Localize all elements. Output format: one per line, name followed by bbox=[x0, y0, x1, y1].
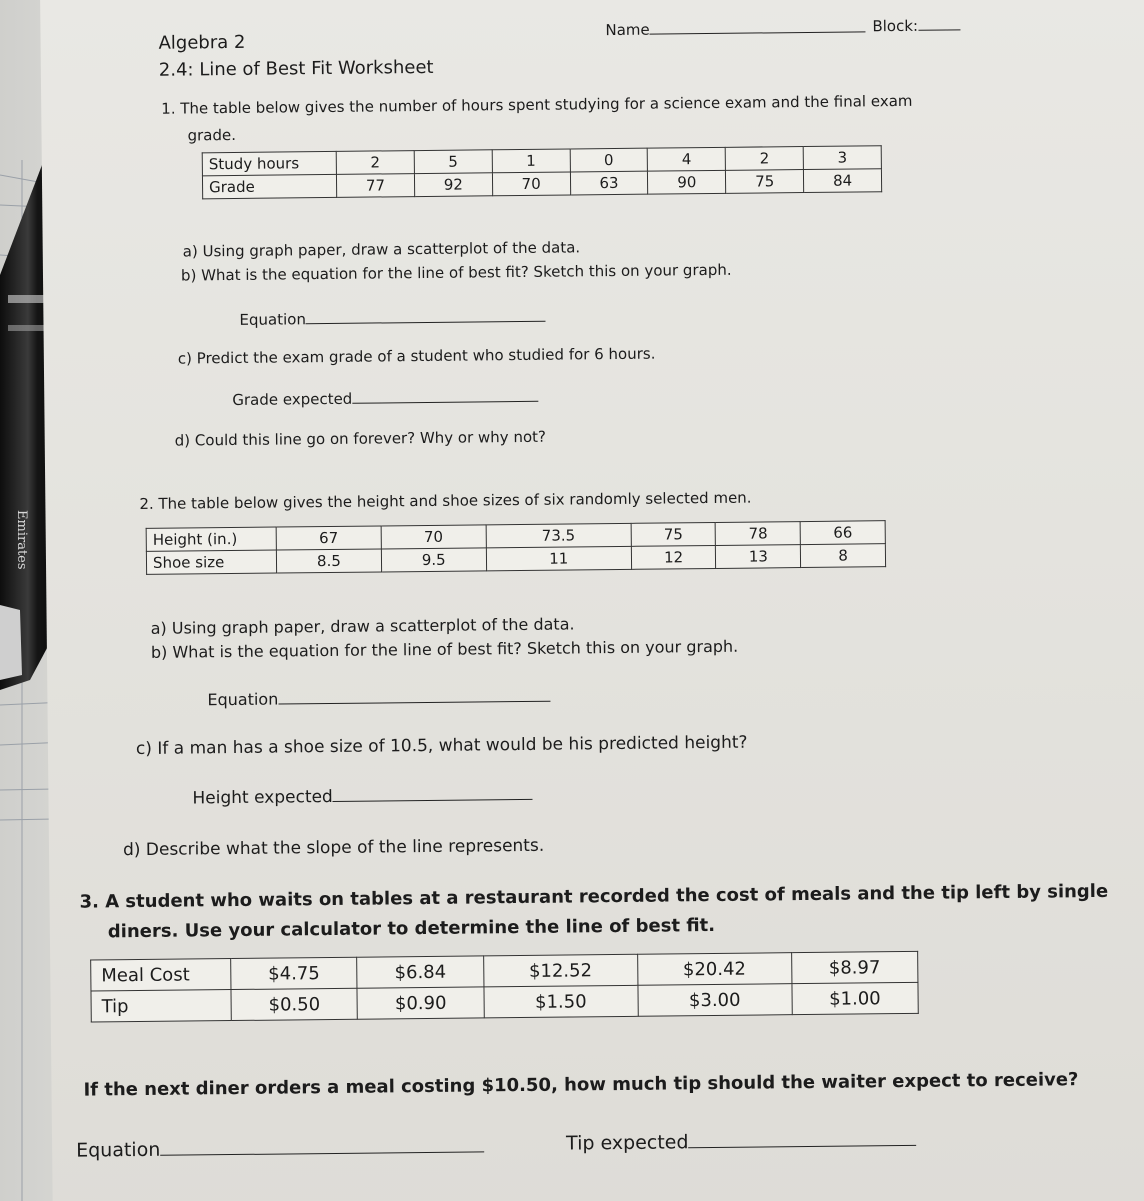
pen-brand-text: Emirates bbox=[14, 510, 29, 570]
q1-grade-expected-field bbox=[232, 387, 538, 409]
q3-meal-cost-cell: $12.52 bbox=[483, 954, 637, 987]
q1-row-label-study-hours: Study hours bbox=[202, 151, 336, 175]
q3-table bbox=[90, 951, 919, 1023]
q1-equation-blank[interactable] bbox=[306, 307, 546, 325]
q2-equation-label: Equation bbox=[207, 689, 279, 710]
q2-row-label-shoe-size: Shoe size bbox=[146, 550, 276, 574]
q3-row-label-meal-cost: Meal Cost bbox=[91, 959, 231, 991]
q1-part-d: d) Could this line go on forever? Why or why not? bbox=[174, 427, 547, 450]
q3-tip-cell: $0.50 bbox=[231, 988, 358, 1020]
q1-hours-cell: 3 bbox=[803, 146, 881, 170]
q3-meal-cost-cell: $20.42 bbox=[637, 953, 791, 986]
q2-equation-blank[interactable] bbox=[278, 687, 550, 705]
q2-height-cell: 67 bbox=[276, 526, 381, 550]
name-field bbox=[605, 17, 865, 39]
q2-height-expected-field bbox=[192, 785, 533, 809]
q3-tip-expected-blank[interactable] bbox=[688, 1131, 916, 1148]
q1-hours-cell: 0 bbox=[570, 148, 648, 172]
q3-question: If the next diner orders a meal costing $10.50, how much tip should the waiter expect to receive? bbox=[83, 1069, 1079, 1101]
q3-tip-cell: $3.00 bbox=[638, 984, 792, 1017]
q1-grade-cell: 77 bbox=[336, 174, 414, 198]
q2-shoe-cell: 13 bbox=[716, 545, 801, 569]
block-field bbox=[872, 15, 960, 35]
q3-equation-blank[interactable] bbox=[160, 1137, 484, 1155]
q2-prompt: 2. The table below gives the height and shoe sizes of six randomly selected men. bbox=[139, 488, 752, 513]
q1-row-label-grade: Grade bbox=[202, 174, 336, 198]
q2-shoe-cell: 9.5 bbox=[381, 548, 486, 572]
q1-grade-cell: 70 bbox=[492, 172, 570, 196]
q3-meal-cost-cell: $6.84 bbox=[357, 956, 484, 988]
q2-height-cell: 75 bbox=[631, 522, 716, 546]
q2-height-cell: 73.5 bbox=[486, 523, 631, 548]
worksheet-page bbox=[40, 0, 1144, 1201]
q1-grade-cell: 90 bbox=[648, 170, 726, 194]
q3-equation-label: Equation bbox=[76, 1138, 161, 1162]
q2-shoe-cell: 12 bbox=[631, 545, 716, 569]
q3-row-label-tip: Tip bbox=[91, 990, 231, 1022]
q1-part-c: c) Predict the exam grade of a student who studied for 6 hours. bbox=[177, 344, 656, 368]
q2-height-expected-blank[interactable] bbox=[333, 785, 533, 802]
q2-part-a: a) Using graph paper, draw a scatterplot of the data. bbox=[150, 614, 575, 638]
q2-equation-field bbox=[207, 687, 550, 710]
q2-row-label-height: Height (in.) bbox=[146, 527, 276, 551]
course-title: Algebra 2 bbox=[158, 31, 246, 54]
q1-part-a: a) Using graph paper, draw a scatterplot of the data. bbox=[182, 238, 581, 261]
q2-height-cell: 78 bbox=[716, 522, 801, 546]
q3-tip-cell: $1.50 bbox=[484, 985, 638, 1018]
q1-grade-cell: 75 bbox=[726, 170, 804, 194]
q3-tip-cell: $1.00 bbox=[792, 982, 919, 1014]
q1-prompt-line2: grade. bbox=[187, 125, 237, 145]
q3-equation-field bbox=[76, 1135, 484, 1161]
q1-grade-cell: 92 bbox=[414, 173, 492, 197]
q2-shoe-cell: 11 bbox=[486, 546, 631, 571]
q3-prompt-line1: 3. A student who waits on tables at a restaurant recorded the cost of meals and the tip left by single bbox=[79, 880, 1109, 913]
q1-table bbox=[202, 145, 882, 199]
q3-tip-expected-label: Tip expected bbox=[565, 1131, 689, 1155]
q1-grade-cell: 63 bbox=[570, 171, 648, 195]
name-blank[interactable] bbox=[650, 17, 866, 34]
block-blank[interactable] bbox=[918, 15, 960, 30]
q3-tip-expected-field bbox=[566, 1129, 917, 1155]
q1-hours-cell: 5 bbox=[414, 150, 492, 174]
q2-part-d: d) Describe what the slope of the line represents. bbox=[122, 835, 545, 861]
q1-hours-cell: 1 bbox=[492, 149, 570, 173]
q1-grade-expected-label: Grade expected bbox=[232, 389, 353, 410]
q2-height-cell: 66 bbox=[800, 521, 885, 545]
q3-meal-cost-cell: $8.97 bbox=[791, 951, 918, 983]
q1-grade-expected-blank[interactable] bbox=[352, 387, 538, 404]
q1-hours-cell: 4 bbox=[648, 147, 726, 171]
q2-height-expected-label: Height expected bbox=[192, 786, 333, 809]
name-label: Name bbox=[605, 20, 650, 40]
q3-meal-cost-cell: $4.75 bbox=[231, 957, 358, 989]
q2-shoe-cell: 8 bbox=[801, 544, 886, 568]
q1-part-b: b) What is the equation for the line of best fit? Sketch this on your graph. bbox=[180, 260, 732, 285]
block-label: Block: bbox=[872, 16, 919, 36]
q2-part-c: c) If a man has a shoe size of 10.5, what would be his predicted height? bbox=[135, 732, 748, 760]
q1-hours-cell: 2 bbox=[725, 147, 803, 171]
q2-table bbox=[146, 520, 886, 575]
q3-prompt-line2: diners. Use your calculator to determine the line of best fit. bbox=[107, 914, 716, 943]
q2-shoe-cell: 8.5 bbox=[276, 549, 381, 573]
q1-equation-field bbox=[239, 307, 546, 329]
q3-tip-cell: $0.90 bbox=[357, 987, 484, 1019]
q2-part-b: b) What is the equation for the line of best fit? Sketch this on your graph. bbox=[150, 636, 739, 662]
q1-equation-label: Equation bbox=[239, 310, 306, 329]
q1-hours-cell: 2 bbox=[336, 151, 414, 175]
worksheet-title: 2.4: Line of Best Fit Worksheet bbox=[158, 56, 434, 81]
q1-prompt-line1: 1. The table below gives the number of hours spent studying for a science exam and the final exam bbox=[161, 91, 913, 118]
q2-height-cell: 70 bbox=[381, 525, 486, 549]
q1-grade-cell: 84 bbox=[803, 169, 881, 193]
